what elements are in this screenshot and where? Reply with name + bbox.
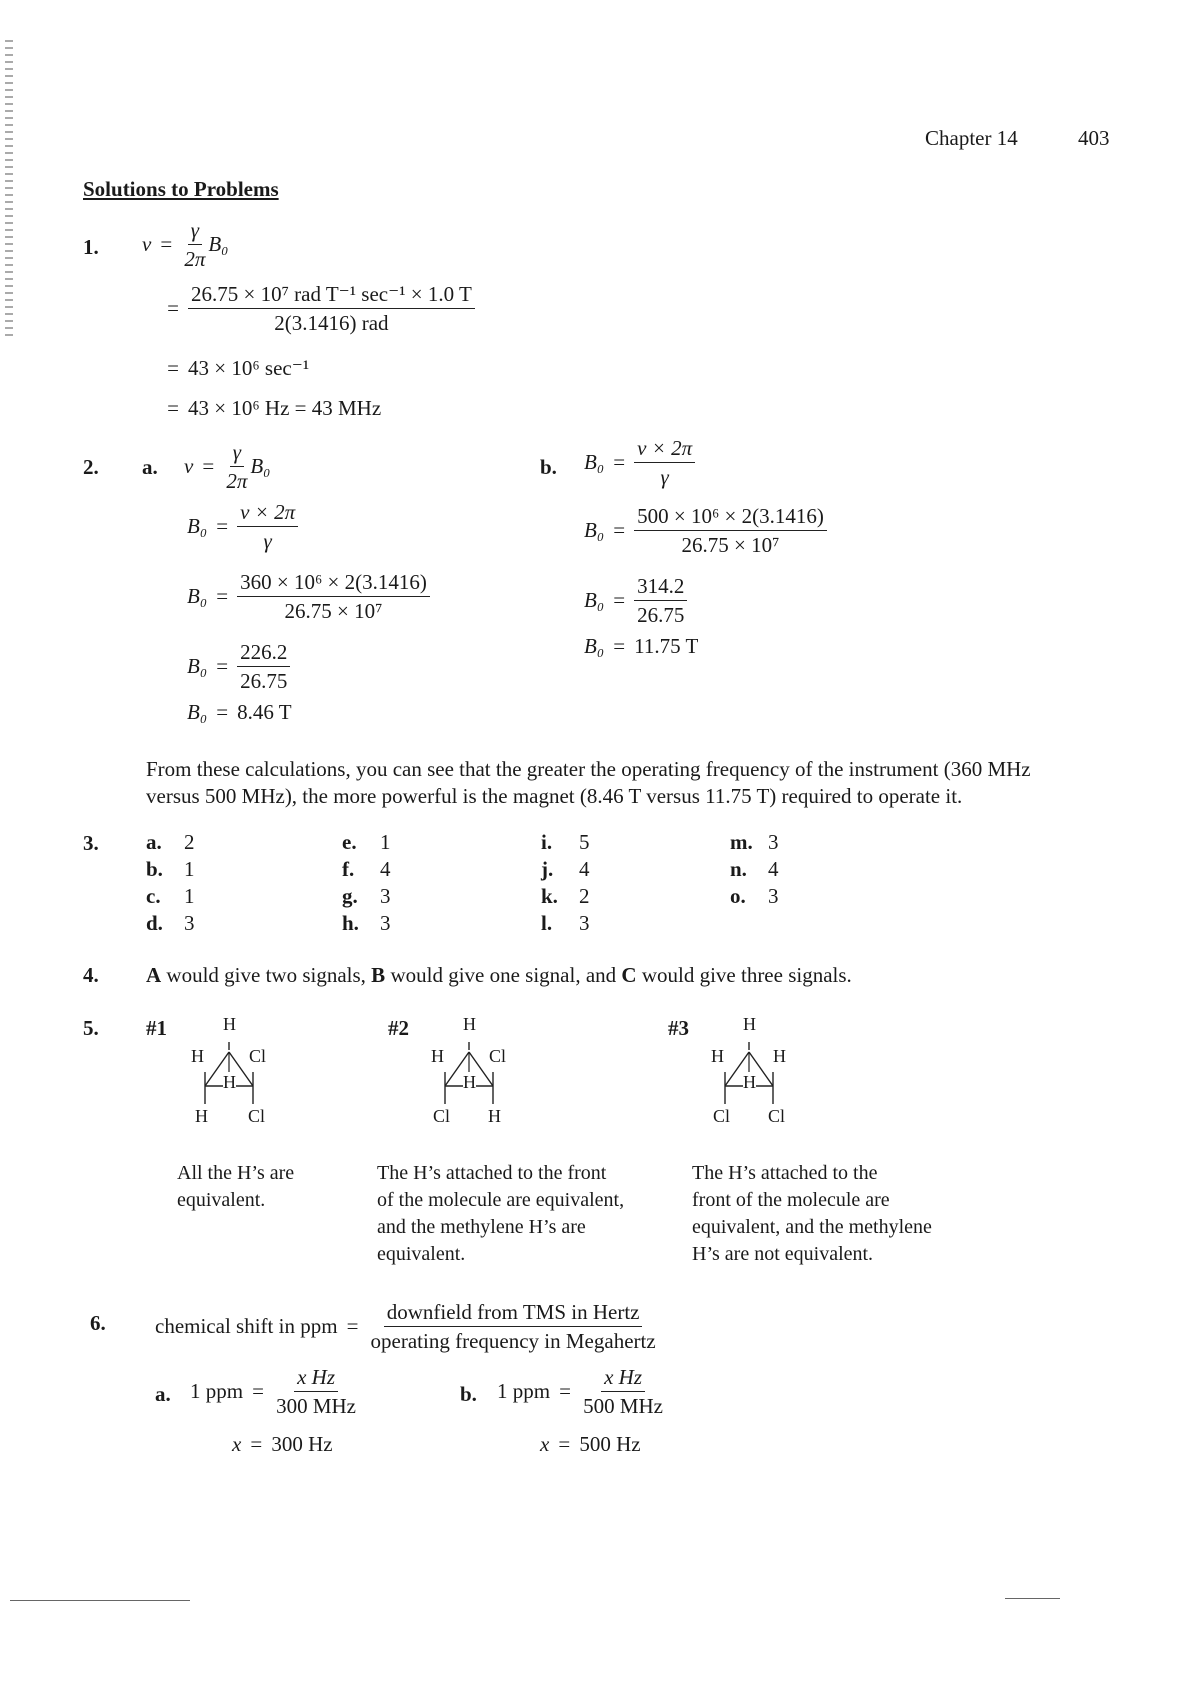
p2a-line-3: B₀ = $\frac{\text{360 × 10⁶ × 2(3.1416)}}{\text{26.75 × 10⁷}}$: [187, 570, 430, 623]
structure-2-diagram: H H Cl H Cl H: [425, 1010, 525, 1130]
p3-answer-value: 2: [184, 830, 195, 854]
p3-answer-value: 1: [184, 857, 195, 881]
p3-answer-value: 3: [184, 911, 195, 935]
p3-answer-label: g.: [342, 884, 358, 908]
p3-answer-label: h.: [342, 911, 359, 935]
p4-answer: A would give two signals, B would give one signal, and C would give three signals.: [146, 963, 852, 987]
p6-definition: chemical shift in ppm = $\frac{\text{downfield from TMS in Hertz}}{\text{operating frequency in Megahertz}}$: [155, 1300, 656, 1353]
p3-answer-label: o.: [730, 884, 746, 908]
p3-answer-value: 1: [380, 830, 391, 854]
problem-5-number: 5.: [83, 1016, 99, 1040]
p3-answer-value: 4: [579, 857, 590, 881]
problem-1-number: 1.: [83, 235, 99, 259]
p2b-line-2: B₀ = $\frac{\text{500 × 10⁶ × 2(3.1416)}}{\text{26.75 × 10⁷}}$: [584, 504, 827, 557]
p2-b-label: b.: [540, 455, 557, 479]
p3-answer-label: j.: [541, 857, 554, 881]
p1-line-4: = 43 × 10⁶ Hz = 43 MHz: [167, 396, 382, 420]
scan-edge-artifact: [5, 40, 13, 340]
p3-answer-value: 3: [380, 911, 391, 935]
structure-3-note: The H’s attached to the front of the molecule are equivalent, and the methylene H’s are not equivalent.: [692, 1162, 932, 1265]
p3-answer-label: k.: [541, 884, 558, 908]
p2a-line-5: B₀ = 8.46 T: [187, 700, 292, 724]
p3-answer-label: c.: [146, 884, 161, 908]
p1-line-1: ν = $\frac{\gamma}{2\pi}$ B₀: [142, 218, 229, 271]
structure-1-label: #1: [146, 1016, 167, 1040]
problem-4-number: 4.: [83, 963, 99, 987]
p3-answer-value: 3: [768, 884, 779, 908]
structure-1-note: All the H’s are equivalent.: [177, 1162, 295, 1211]
p3-answer-label: f.: [342, 857, 355, 881]
problem-3-number: 3.: [83, 831, 99, 855]
p6-b-label: b.: [460, 1382, 477, 1406]
page-number: 403: [1078, 126, 1110, 150]
p3-answer-label: i.: [541, 830, 553, 854]
structure-3-label: #3: [668, 1016, 689, 1040]
p6-b-equation: 1 ppm = $\frac{\text{x Hz}}{\text{500 MHz}}$: [497, 1365, 664, 1418]
p3-answer-value: 3: [380, 884, 391, 908]
p2a-line-4: B₀ = $\frac{226.2}{26.75}$: [187, 640, 290, 693]
p3-answer-label: a.: [146, 830, 162, 854]
p2b-line-4: B₀ = 11.75 T: [584, 634, 699, 658]
p3-answer-label: d.: [146, 911, 163, 935]
scan-bottom-line-right: [1005, 1598, 1060, 1599]
p2b-line-3: B₀ = $\frac{314.2}{26.75}$: [584, 574, 687, 627]
structure-2-label: #2: [388, 1016, 409, 1040]
p1-line-2: = $\frac{\text{26.75 × 10⁷ rad T⁻¹ sec⁻¹ × 1.0 T}}{\text{2(3.1416) rad}}$: [158, 282, 475, 335]
p6-a-label: a.: [155, 1382, 171, 1406]
p2-a-label: a.: [142, 455, 158, 479]
p2-conclusion: From these calculations, you can see that the greater the operating frequency of the instrument (360 MHz versus 500 MHz), the more powerful is the magnet (8.46 T versus 11.75 T) required to operate it.: [146, 757, 1031, 808]
p1-line-3: = 43 × 10⁶ sec⁻¹: [167, 356, 310, 380]
chapter-label: Chapter 14: [925, 126, 1018, 150]
p3-answer-value: 4: [768, 857, 779, 881]
p3-answer-value: 1: [184, 884, 195, 908]
p1-frac-2: $\frac{\text{26.75 × 10⁷ rad T⁻¹ sec⁻¹ × 1.0 T}}{\text{2(3.1416) rad}}$: [188, 282, 475, 335]
p3-answer-value: 3: [579, 911, 590, 935]
p2b-line-1: B₀ = $\frac{\nu \times 2\pi}{\gamma}$: [584, 436, 695, 489]
p6-a-equation: 1 ppm = $\frac{\text{x Hz}}{\text{300 MHz}}$: [190, 1365, 357, 1418]
p3-answer-label: b.: [146, 857, 163, 881]
p1-frac-1: $\frac{\gamma}{2\pi}$: [184, 218, 206, 271]
structure-3-diagram: H H H H Cl Cl: [705, 1010, 805, 1130]
p3-answer-value: 2: [579, 884, 590, 908]
p3-answer-value: 3: [768, 830, 779, 854]
p6-a-result: x = 300 Hz: [232, 1432, 333, 1456]
structure-1-diagram: H H Cl H H Cl: [185, 1010, 285, 1130]
p3-answer-label: n.: [730, 857, 747, 881]
problem-2-number: 2.: [83, 455, 99, 479]
p3-answer-value: 5: [579, 830, 590, 854]
structure-2-note: The H’s attached to the front of the molecule are equivalent, and the methylene H’s are equivalent.: [377, 1162, 625, 1265]
p2a-line-1: ν = $\frac{\gamma}{2\pi}$ B₀: [184, 440, 271, 493]
section-title: Solutions to Problems: [83, 177, 279, 201]
p1-lhs: ν: [142, 232, 152, 256]
p3-answer-label: l.: [541, 911, 553, 935]
p3-answer-value: 4: [380, 857, 391, 881]
p3-answer-label: m.: [730, 830, 753, 854]
problem-6-number: 6.: [90, 1311, 106, 1335]
p2a-line-2: B₀ = $\frac{\nu \times 2\pi}{\gamma}$: [187, 500, 298, 553]
p6-b-result: x = 500 Hz: [540, 1432, 641, 1456]
p3-answer-label: e.: [342, 830, 357, 854]
scan-bottom-line-left: [10, 1600, 190, 1601]
